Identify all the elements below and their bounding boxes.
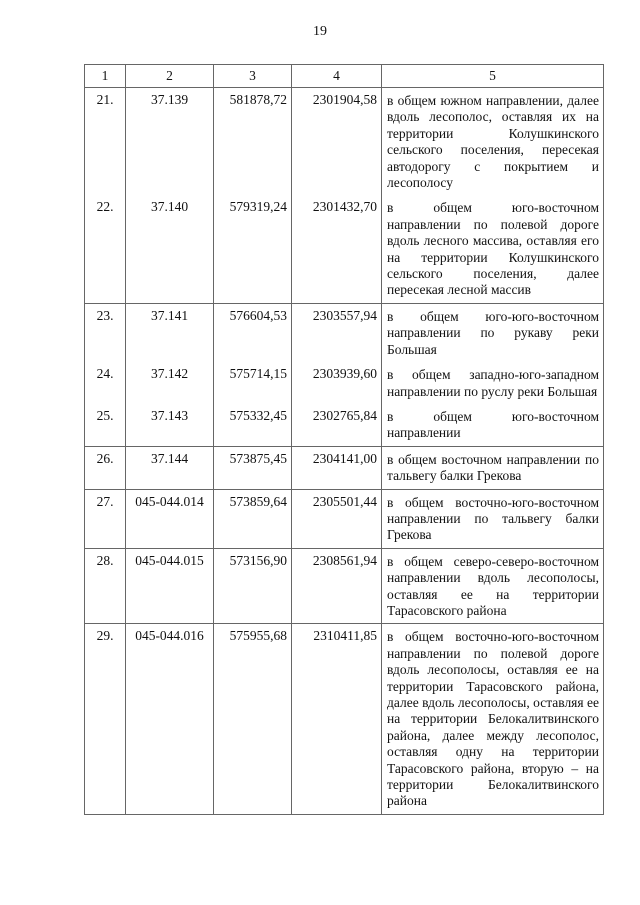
point-code: 37.139	[126, 88, 214, 196]
x-coordinate: 575714,15	[214, 362, 292, 404]
y-coordinate: 2301904,58	[292, 88, 382, 196]
x-coordinate: 581878,72	[214, 88, 292, 196]
point-code: 37.140	[126, 195, 214, 303]
point-number: 28.	[85, 548, 126, 624]
table-row	[85, 303, 604, 362]
point-code: 045-044.015	[126, 548, 214, 624]
direction-description: в общем северо-северо-восточном направлении вдоль лесополосы, оставляя ее на территории Тарасовского района	[382, 548, 604, 624]
direction-description: в общем юго-юго-восточном направлении по рукаву реки Большая	[382, 303, 604, 362]
point-number: 23.	[85, 303, 126, 362]
y-coordinate: 2301432,70	[292, 195, 382, 303]
x-coordinate: 573859,64	[214, 489, 292, 548]
point-number: 22.	[85, 195, 126, 303]
header-row	[85, 65, 604, 88]
table-row	[85, 548, 604, 624]
page-number: 19	[313, 24, 327, 39]
y-coordinate: 2302765,84	[292, 404, 382, 446]
direction-description: в общем южном направлении, далее вдоль лесополос, оставляя их на территории Колушкинского сельского поселения, пересекая автодорогу с покрытием и лесополосу	[382, 88, 604, 196]
point-code: 37.142	[126, 362, 214, 404]
point-number: 25.	[85, 404, 126, 446]
point-code: 045-044.014	[126, 489, 214, 548]
y-coordinate: 2303939,60	[292, 362, 382, 404]
table-row	[85, 195, 604, 303]
x-coordinate: 573875,45	[214, 446, 292, 489]
direction-description: в общем восточном направлении по тальвегу балки Грекова	[382, 446, 604, 489]
table-row	[85, 489, 604, 548]
table-row	[85, 446, 604, 489]
table-row	[85, 362, 604, 404]
x-coordinate: 575332,45	[214, 404, 292, 446]
x-coordinate: 575955,68	[214, 624, 292, 814]
point-code: 37.143	[126, 404, 214, 446]
x-coordinate: 573156,90	[214, 548, 292, 624]
x-coordinate: 579319,24	[214, 195, 292, 303]
y-coordinate: 2310411,85	[292, 624, 382, 814]
point-number: 27.	[85, 489, 126, 548]
table-row	[85, 624, 604, 814]
point-code: 045-044.016	[126, 624, 214, 814]
direction-description: в общем восточно-юго-восточном направлении по тальвегу балки Грекова	[382, 489, 604, 548]
point-code: 37.144	[126, 446, 214, 489]
column-header-2: 2	[126, 65, 214, 88]
column-header-5: 5	[382, 65, 604, 88]
boundary-points-table	[84, 64, 604, 815]
point-number: 29.	[85, 624, 126, 814]
y-coordinate: 2304141,00	[292, 446, 382, 489]
column-header-3: 3	[214, 65, 292, 88]
column-header-4: 4	[292, 65, 382, 88]
y-coordinate: 2305501,44	[292, 489, 382, 548]
direction-description: в общем юго-восточном направлении по полевой дороге вдоль лесного массива, оставляя его на территории Колушкинского сельского поселения, далее пересекая лесной массив	[382, 195, 604, 303]
point-code: 37.141	[126, 303, 214, 362]
table-row	[85, 404, 604, 446]
point-number: 21.	[85, 88, 126, 196]
table-row	[85, 88, 604, 196]
y-coordinate: 2308561,94	[292, 548, 382, 624]
point-number: 26.	[85, 446, 126, 489]
y-coordinate: 2303557,94	[292, 303, 382, 362]
x-coordinate: 576604,53	[214, 303, 292, 362]
direction-description: в общем западно-юго-западном направлении по руслу реки Большая	[382, 362, 604, 404]
point-number: 24.	[85, 362, 126, 404]
direction-description: в общем юго-восточном направлении	[382, 404, 604, 446]
direction-description: в общем восточно-юго-восточном направлении по полевой дороге вдоль лесополосы, оставляя ее на территории Тарасовского района, далее вдоль лесополосы, оставляя ее на территории Белокалитвинского района, далее между лесополос, оставляя одну на территории Тарасовского района, вторую – на территории Белокалитвинского района	[382, 624, 604, 814]
column-header-1: 1	[85, 65, 126, 88]
